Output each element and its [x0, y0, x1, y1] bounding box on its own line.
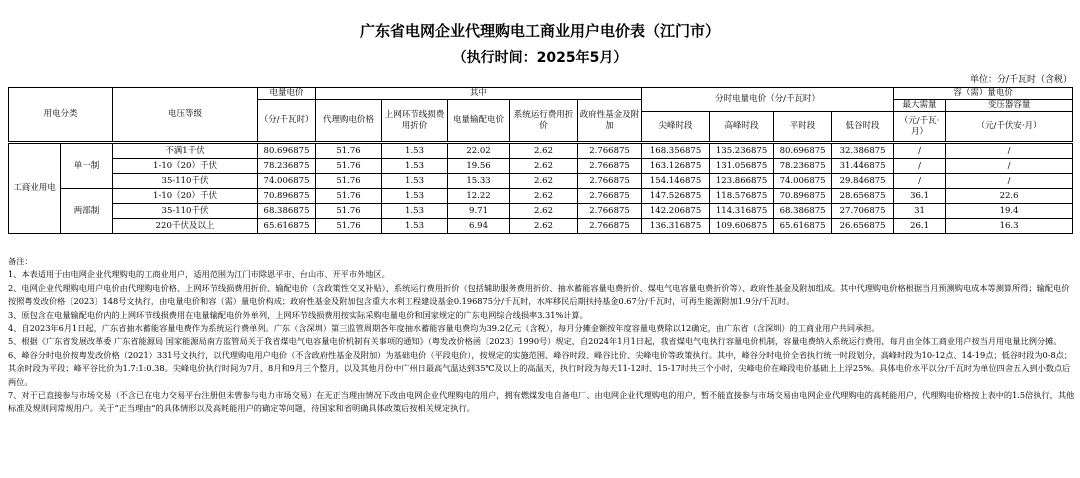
- cell-valley: 32.386875: [832, 143, 894, 159]
- cell-flat: 65.616875: [774, 219, 832, 234]
- cell-sharp: 136.316875: [642, 219, 710, 234]
- cell-trans: 15.33: [448, 174, 510, 189]
- cell-demand: 31: [894, 204, 946, 219]
- group-dual: 两部制: [61, 189, 113, 234]
- cell-flat: 70.896875: [774, 189, 832, 204]
- cell-sys: 2.62: [510, 219, 578, 234]
- cell-grid: 1.53: [382, 189, 448, 204]
- cell-valley: 26.656875: [832, 219, 894, 234]
- table-body: [9, 143, 1073, 234]
- header-energy-price: 电量电价: [258, 88, 316, 100]
- cell-proxy: 51.76: [316, 204, 382, 219]
- table-row: [9, 204, 1073, 219]
- cell-demand: /: [894, 143, 946, 159]
- cell-energy: 70.896875: [258, 189, 316, 204]
- group-single: 单一制: [61, 143, 113, 189]
- header-government-fund: 政府性基金及附加: [578, 100, 642, 143]
- cell-trans: 12.22: [448, 189, 510, 204]
- header-category: 用电分类: [9, 88, 113, 143]
- cell-fund: 2.766875: [578, 143, 642, 159]
- cell-demand: 26.1: [894, 219, 946, 234]
- header-proxy-price: 代理购电价格: [316, 100, 382, 143]
- table-row: [9, 189, 1073, 204]
- note-item: 7、对于已直接参与市场交易（不含已在电力交易平台注册但未曾参与电力市场交易）在无正当理由情况下改由电网企业代理购电的用户，拥有燃煤发电自备电厂、由电网企业代理购电的用户，暂不能直接参与市场交易由电网企业代理购电的高耗能用户，代理购电价格按上表中的1.5倍执行，其他标准及规则同常规用户。关于“正当理由”的具体情形以及高耗能用户的确定等问题，待国家和省明确具体政策后按相关规定执行。: [8, 390, 1075, 414]
- cell-energy: 65.616875: [258, 219, 316, 234]
- cell-demand: /: [894, 174, 946, 189]
- cell-flat: 74.006875: [774, 174, 832, 189]
- note-item: 4、自2023年6月1日起，广东省抽水蓄能容量电费作为系统运行费单列。广东（含深圳）第三监管周期各年度抽水蓄能容量电费均为39.2亿元（含税），每月分摊金额按年度容量电费除以12确定，由广东省（含深圳）的工商业用户共同承担。: [8, 323, 880, 334]
- notes-title: 备注：: [8, 256, 33, 266]
- category-label: 工商业用电: [9, 143, 61, 234]
- cell-flat: 68.386875: [774, 204, 832, 219]
- cell-grid: 1.53: [382, 159, 448, 174]
- header-max-demand-unit: （元/千瓦·月）: [894, 112, 946, 143]
- header-transformer: 变压器容量: [946, 100, 1073, 112]
- cell-fund: 2.766875: [578, 174, 642, 189]
- header-upper-grid: 上网环节线损费用折价: [382, 100, 448, 143]
- cell-grid: 1.53: [382, 174, 448, 189]
- cell-sys: 2.62: [510, 189, 578, 204]
- cell-proxy: 51.76: [316, 219, 382, 234]
- voltage-cell: 1-10（20）千伏: [113, 189, 258, 204]
- cell-proxy: 51.76: [316, 189, 382, 204]
- cell-demand: 36.1: [894, 189, 946, 204]
- voltage-cell: 220千伏及以上: [113, 219, 258, 234]
- note-item: 2、电网企业代理购电用户电价由代理购电价格、上网环节线损费用折价、输配电价（含政策性交叉补贴）、系统运行费用折价（包括辅助服务费用折价、抽水蓄能容量电费折价、煤电气电容量电费折价等）、政府性基金及附加组成。其中代理购电价格根据当月预测购电成本等测算所得；输配电价按照粤发改价格〔2023〕148号文执行，由电量电价和容（需）量电价构成；政府性基金及附加包含重大水利工程建设基金0.196875分/千瓦时，水库移民后期扶持基金0.67分/千瓦时，可再生能源附加1.9分/千瓦时。: [8, 282, 1070, 307]
- cell-peak: 123.866875: [710, 174, 774, 189]
- cell-trans: 22.02: [448, 143, 510, 159]
- cell-valley: 28.656875: [832, 189, 894, 204]
- cell-transformer: /: [946, 143, 1073, 159]
- header-among: 其中: [316, 88, 642, 100]
- cell-grid: 1.53: [382, 143, 448, 159]
- cell-sharp: 147.526875: [642, 189, 710, 204]
- notes-section: [8, 255, 1076, 416]
- cell-energy: 68.386875: [258, 204, 316, 219]
- cell-proxy: 51.76: [316, 143, 382, 159]
- cell-peak: 135.236875: [710, 143, 774, 159]
- notes-list: [8, 268, 1076, 415]
- header-flat: 平时段: [774, 112, 832, 143]
- cell-fund: 2.766875: [578, 219, 642, 234]
- cell-flat: 78.236875: [774, 159, 832, 174]
- page-subtitle: （执行时间：2025年5月）: [452, 50, 628, 66]
- page-title: 广东省电网企业代理购电工商业用户电价表（江门市）: [359, 22, 720, 40]
- cell-valley: 27.706875: [832, 204, 894, 219]
- cell-grid: 1.53: [382, 204, 448, 219]
- price-table: [8, 87, 1073, 234]
- table-row: [9, 219, 1073, 234]
- cell-flat: 80.696875: [774, 143, 832, 159]
- cell-transformer: /: [946, 159, 1073, 174]
- cell-sharp: 163.126875: [642, 159, 710, 174]
- header-max-demand: 最大需量: [894, 100, 946, 112]
- cell-transformer: 22.6: [946, 189, 1073, 204]
- table-row: [9, 143, 1073, 159]
- cell-sharp: 154.146875: [642, 174, 710, 189]
- header-capacity-price: 容（需）量电价: [894, 88, 1073, 100]
- voltage-cell: 35-110千伏: [113, 174, 258, 189]
- cell-fund: 2.766875: [578, 204, 642, 219]
- cell-peak: 118.576875: [710, 189, 774, 204]
- header-transformer-unit: （元/千伏安·月）: [946, 112, 1073, 143]
- cell-transformer: 16.3: [946, 219, 1073, 234]
- cell-trans: 19.56: [448, 159, 510, 174]
- cell-valley: 29.846875: [832, 174, 894, 189]
- header-system-cost: 系统运行费用折价: [510, 100, 578, 143]
- cell-sys: 2.62: [510, 159, 578, 174]
- cell-trans: 9.71: [448, 204, 510, 219]
- cell-proxy: 51.76: [316, 174, 382, 189]
- cell-peak: 114.316875: [710, 204, 774, 219]
- note-item: 1、本表适用于由电网企业代理购电的工商业用户，适用范围为江门市除恩平市、台山市、开平市外地区。: [8, 269, 390, 280]
- table-row: [9, 159, 1073, 174]
- cell-sys: 2.62: [510, 143, 578, 159]
- note-item: 5、根据《广东省发展改革委 广东省能源局 国家能源局南方监管局关于我省煤电气电容量电价机制有关事项的通知》（粤发改价格函〔2023〕1990号）规定，自2024年1月1日起，我省煤电气电执行容量电价机制，容量电费纳入系统运行费用，每月由全体工商业用户按当月用电量比例分摊。: [8, 336, 1062, 347]
- header-peak: 高峰时段: [710, 112, 774, 143]
- cell-proxy: 51.76: [316, 159, 382, 174]
- voltage-cell: 1-10（20）千伏: [113, 159, 258, 174]
- header-peak-sharp: 尖峰时段: [642, 112, 710, 143]
- note-item: 6、峰谷分时电价按粤发改价格（2021）331号文执行，以代理购电用户电价（不含政府性基金及附加）为基础电价（平段电价），按规定的实施范围、峰谷时段、峰谷比价、尖峰电价等政策执行。其中，峰谷分时电价全省执行统一时段划分，高峰时段为10-12点、14-19点；低谷时段为0-8点；其余时段为平段；峰平谷比价为1.7:1:0.38。尖峰电价执行时间为7月、8月和9月三个整月，以及其他月份中广州日最高气温达到35℃及以上的高温天，执行时段为每天11-12时、15-17时共三个小时，尖峰电价在峰段电价基础上上浮25%。具体电价水平以分/千瓦时为单位四舍五入到小数点后两位。: [8, 349, 1073, 387]
- cell-sys: 2.62: [510, 204, 578, 219]
- header-energy-price-unit: （分/千瓦时）: [258, 100, 316, 143]
- cell-trans: 6.94: [448, 219, 510, 234]
- cell-energy: 80.696875: [258, 143, 316, 159]
- cell-fund: 2.766875: [578, 159, 642, 174]
- cell-transformer: 19.4: [946, 204, 1073, 219]
- cell-sharp: 168.356875: [642, 143, 710, 159]
- note-item: 3、原包含在电量输配电价内的上网环节线损费用在电量输配电价外单列，上网环节线损费用按实际采购电量电价和国家规定的广东电网综合线损率3.31%计算。: [8, 309, 588, 320]
- cell-valley: 31.446875: [832, 159, 894, 174]
- table-row: [9, 174, 1073, 189]
- cell-transformer: /: [946, 174, 1073, 189]
- header-voltage: 电压等级: [113, 88, 258, 143]
- cell-demand: /: [894, 159, 946, 174]
- cell-energy: 78.236875: [258, 159, 316, 174]
- cell-sharp: 142.206875: [642, 204, 710, 219]
- cell-peak: 109.606875: [710, 219, 774, 234]
- voltage-cell: 35-110千伏: [113, 204, 258, 219]
- header-transmission: 电量输配电价: [448, 100, 510, 143]
- cell-peak: 131.056875: [710, 159, 774, 174]
- voltage-cell: 不满1千伏: [113, 143, 258, 159]
- cell-grid: 1.53: [382, 219, 448, 234]
- header-valley: 低谷时段: [832, 112, 894, 143]
- header-tou-price: 分时电量电价（分/千瓦时）: [642, 88, 894, 112]
- cell-energy: 74.006875: [258, 174, 316, 189]
- cell-fund: 2.766875: [578, 189, 642, 204]
- unit-label: 单位：分/千瓦时（含税）: [969, 75, 1072, 85]
- cell-sys: 2.62: [510, 174, 578, 189]
